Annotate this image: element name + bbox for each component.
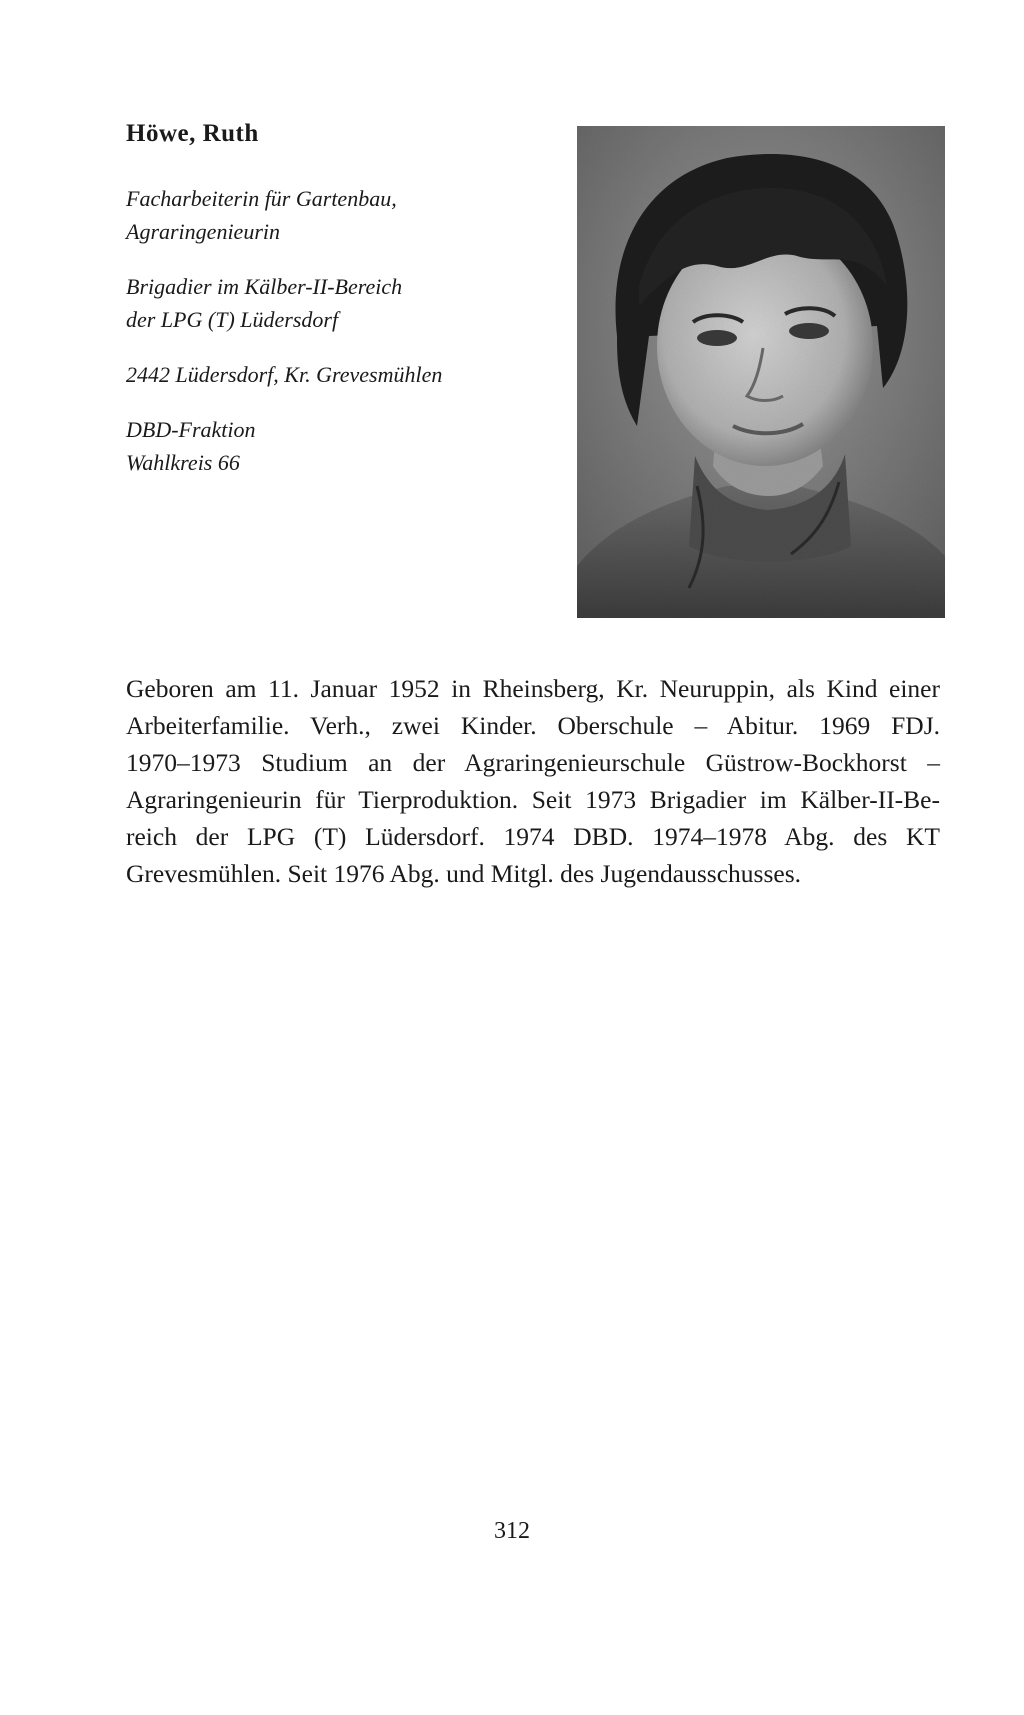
biography-line: Agraringenieurin für Tierproduktion. Seit 1973 Brigadier im Kälber-II-Be- bbox=[126, 785, 940, 814]
right-eye bbox=[789, 323, 829, 339]
biography-line: reich der LPG (T) Lüdersdorf. 1974 DBD. 1974–1978 Abg. des KT bbox=[126, 822, 940, 851]
biography-line: Grevesmühlen. Seit 1976 Abg. und Mitgl. des Jugendausschusses. bbox=[126, 859, 801, 888]
faction-block bbox=[126, 413, 556, 479]
faction-line: DBD-Fraktion bbox=[126, 417, 256, 442]
position-line: Brigadier im Kälber-II-Bereich bbox=[126, 274, 403, 299]
profession-line: Facharbeiterin für Gartenbau, bbox=[126, 186, 397, 211]
address-block bbox=[126, 358, 556, 391]
position-block bbox=[126, 270, 556, 336]
portrait-photo bbox=[577, 126, 945, 618]
address-line: 2442 Lüdersdorf, Kr. Grevesmühlen bbox=[126, 362, 443, 387]
entry-name: Höwe, Ruth bbox=[126, 120, 259, 147]
profile-details bbox=[126, 182, 556, 501]
biography-line: 1970–1973 Studium an der Agraringenieurschule Güstrow-Bockhorst – bbox=[126, 748, 940, 777]
page-number: 312 bbox=[494, 1518, 530, 1544]
constituency-line: Wahlkreis 66 bbox=[126, 450, 240, 475]
profession-line: Agraringenieurin bbox=[126, 219, 280, 244]
biography-line: Geboren am 11. Januar 1952 in Rheinsberg, Kr. Neuruppin, als Kind einer bbox=[126, 674, 940, 703]
biography bbox=[126, 670, 940, 892]
profession-block bbox=[126, 182, 556, 248]
biography-line: Arbeiterfamilie. Verh., zwei Kinder. Oberschule – Abitur. 1969 FDJ. bbox=[126, 711, 940, 740]
position-line: der LPG (T) Lüdersdorf bbox=[126, 307, 339, 332]
left-eye bbox=[697, 330, 737, 346]
